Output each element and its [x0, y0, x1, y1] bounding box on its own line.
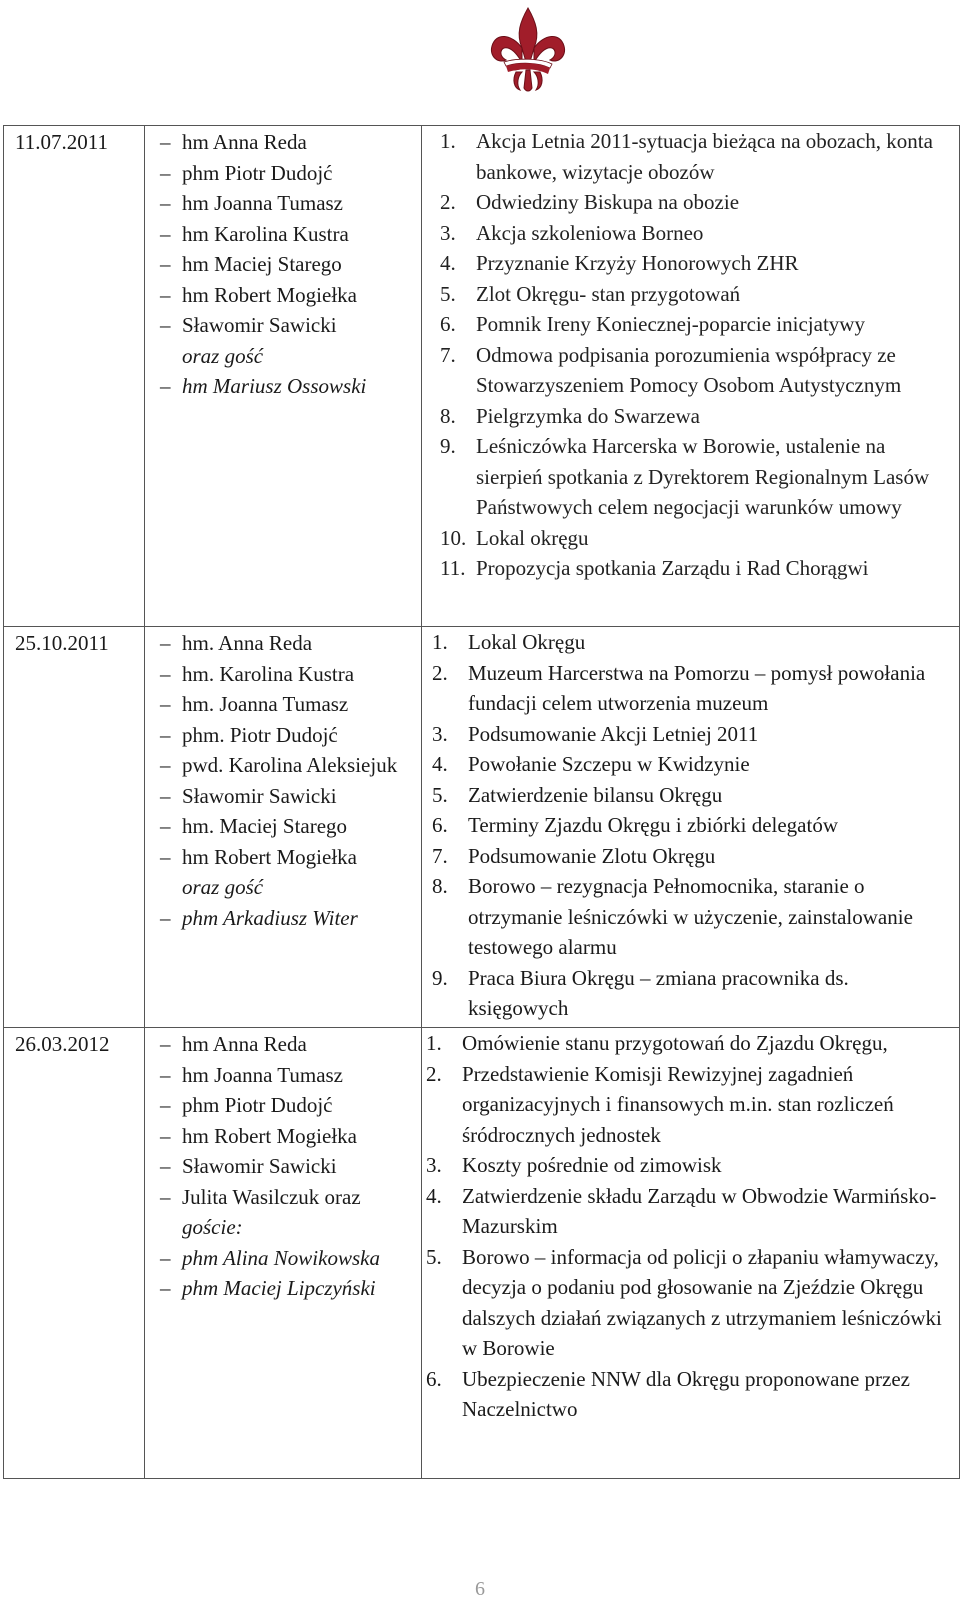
- agenda-item: [422, 187, 953, 218]
- attendee-item: – hm Karolina Kustra: [157, 219, 421, 250]
- agenda-item-number: 2.: [440, 190, 456, 214]
- agenda-item: [422, 309, 953, 340]
- attendee-item: – phm Maciej Lipczyński: [157, 1273, 421, 1304]
- attendee-item: – Julita Wasilczuk oraz: [157, 1182, 421, 1213]
- scout-lily-logo: [486, 4, 570, 100]
- agenda-item-text: Praca Biura Okręgu – zmiana pracownika ds. księgowych: [468, 965, 849, 1020]
- attendee-item: – hm. Joanna Tumasz: [157, 689, 421, 720]
- attendee-item: – hm. Anna Reda: [157, 628, 421, 659]
- agenda-cell: [422, 1028, 960, 1479]
- agenda-item-number: 9.: [440, 434, 456, 458]
- table-row: [4, 1028, 960, 1479]
- agenda-item-number: 11.: [440, 556, 466, 580]
- attendee-item: – phm Piotr Dudojć: [157, 158, 421, 189]
- agenda-item: [422, 1181, 953, 1242]
- page-number: 6: [475, 1578, 485, 1600]
- agenda-item-text: Zatwierdzenie bilansu Okręgu: [468, 782, 723, 807]
- agenda-item-text: Omówienie stanu przygotowań do Zjazdu Okręgu,: [462, 1031, 888, 1055]
- attendee-item: – pwd. Karolina Aleksiejuk: [157, 750, 421, 781]
- agenda-item-number: 7.: [440, 342, 456, 367]
- attendee-item: goście:: [182, 1215, 243, 1239]
- agenda-item: [422, 627, 953, 658]
- agenda-cell: [422, 627, 960, 1028]
- agenda-item-number: 5.: [426, 1244, 442, 1269]
- agenda-item-text: Przyznanie Krzyży Honorowych ZHR: [476, 251, 799, 275]
- agenda-item: [422, 523, 953, 554]
- agenda-item-text: Koszty pośrednie od zimowisk: [462, 1153, 722, 1177]
- agenda-item-number: 4.: [432, 752, 448, 776]
- agenda-item-text: Podsumowanie Akcji Letniej 2011: [468, 721, 759, 746]
- agenda-item-text: Lokal Okręgu: [468, 630, 586, 654]
- attendee-item: – hm Anna Reda: [157, 127, 421, 158]
- agenda-item: [422, 126, 953, 187]
- agenda-item-number: 1.: [426, 1031, 442, 1055]
- agenda-item-text: Leśniczówka Harcerska w Borowie, ustalenie na sierpień spotkania z Dyrektorem Regionalnym Lasów Państwowych celem negocjacji warunków umowy: [476, 434, 930, 519]
- agenda-item-number: 1.: [440, 129, 456, 153]
- agenda-item-text: Podsumowanie Zlotu Okręgu: [468, 843, 716, 868]
- agenda-item-text: Pielgrzymka do Swarzewa: [476, 403, 700, 428]
- meetings-table: [3, 125, 960, 1479]
- agenda-item-number: 2.: [426, 1061, 442, 1086]
- agenda-item-number: 8.: [440, 403, 456, 428]
- agenda-item: [422, 401, 953, 432]
- attendee-item: – phm Alina Nowikowska: [157, 1243, 421, 1274]
- agenda-item: [422, 340, 953, 401]
- agenda-item-number: 8.: [432, 874, 448, 898]
- agenda-item-text: Terminy Zjazdu Okręgu i zbiórki delegatów: [468, 813, 838, 837]
- agenda-item-text: Przedstawienie Komisji Rewizyjnej zagadnień organizacyjnych i finansowych m.in. stan rozliczeń śródrocznych jednostek: [462, 1061, 894, 1147]
- agenda-cell: [422, 126, 960, 627]
- agenda-item-number: 6.: [426, 1366, 442, 1391]
- agenda-item-number: 5.: [432, 782, 448, 807]
- agenda-item: [422, 749, 953, 780]
- agenda-item-number: 6.: [432, 813, 448, 837]
- table-row: [4, 627, 960, 1028]
- attendee-item: – Sławomir Sawicki: [157, 1151, 421, 1182]
- attendee-item: – hm Robert Mogiełka: [157, 842, 421, 873]
- meeting-date: 25.10.2011: [4, 627, 145, 1028]
- agenda-item-number: 7.: [432, 843, 448, 868]
- agenda-item: [422, 279, 953, 310]
- agenda-item-text: Propozycja spotkania Zarządu i Rad Chorągwi: [476, 556, 869, 580]
- attendee-item: – hm Anna Reda: [157, 1029, 421, 1060]
- agenda-item: [422, 1028, 953, 1059]
- attendee-item: – Sławomir Sawicki: [157, 310, 421, 341]
- attendee-item: – phm Piotr Dudojć: [157, 1090, 421, 1121]
- agenda-item: [422, 780, 953, 811]
- attendee-item: – hm Mariusz Ossowski: [157, 371, 421, 402]
- attendee-item: – hm Joanna Tumasz: [157, 188, 421, 219]
- agenda-item: [422, 841, 953, 872]
- agenda-item: [422, 248, 953, 279]
- attendee-item: – hm. Karolina Kustra: [157, 659, 421, 690]
- agenda-item-text: Borowo – rezygnacja Pełnomocnika, staranie o otrzymanie leśniczówki w użyczenie, zainstalowanie testowego alarmu: [468, 874, 913, 959]
- agenda-item-text: Borowo – informacja od policji o złapaniu włamywaczy, decyzja o podaniu pod głosowanie na Zjeździe Okręgu dalszych działań związanych z utrzymaniem leśniczówki w Borowie: [462, 1244, 942, 1360]
- agenda-item-text: Powołanie Szczepu w Kwidzynie: [468, 752, 750, 776]
- attendee-item: oraz gość: [182, 875, 264, 899]
- agenda-item-text: Zatwierdzenie składu Zarządu w Obwodzie Warmińsko-Mazurskim: [462, 1183, 937, 1238]
- attendees-cell: [145, 627, 422, 1028]
- attendee-item: oraz gość: [182, 343, 264, 368]
- agenda-item-text: Pomnik Ireny Koniecznej-poparcie inicjatywy: [476, 312, 865, 336]
- meeting-date: 11.07.2011: [4, 126, 145, 627]
- agenda-item: [422, 1242, 953, 1364]
- agenda-item-text: Ubezpieczenie NNW dla Okręgu proponowane przez Naczelnictwo: [462, 1366, 910, 1421]
- agenda-item: [422, 1059, 953, 1151]
- attendee-item: – hm Maciej Starego: [157, 249, 421, 280]
- table-row: [4, 126, 960, 627]
- agenda-item: [422, 658, 953, 719]
- agenda-item-text: Zlot Okręgu- stan przygotowań: [476, 281, 741, 306]
- agenda-item-number: 5.: [440, 281, 456, 306]
- agenda-item-text: Muzeum Harcerstwa na Pomorzu – pomysł powołania fundacji celem utworzenia muzeum: [468, 660, 926, 715]
- attendee-item: – phm. Piotr Dudojć: [157, 720, 421, 751]
- attendees-cell: [145, 1028, 422, 1479]
- agenda-item-text: Odmowa podpisania porozumienia współpracy ze Stowarzyszeniem Pomocy Osobom Autystycznym: [476, 342, 902, 397]
- agenda-item: [422, 1150, 953, 1181]
- agenda-item-text: Odwiedziny Biskupa na obozie: [476, 190, 740, 214]
- agenda-item: [422, 553, 953, 584]
- agenda-item-number: 1.: [432, 630, 448, 654]
- agenda-item-number: 9.: [432, 965, 448, 990]
- agenda-item-number: 3.: [426, 1153, 442, 1177]
- agenda-item: [422, 431, 953, 523]
- agenda-item-number: 4.: [440, 251, 456, 275]
- agenda-item-text: Lokal okręgu: [476, 525, 589, 550]
- agenda-item: [422, 810, 953, 841]
- agenda-item: [422, 1364, 953, 1425]
- attendee-item: – hm Robert Mogiełka: [157, 1121, 421, 1152]
- agenda-item: [422, 218, 953, 249]
- attendee-item: – hm Joanna Tumasz: [157, 1060, 421, 1091]
- agenda-item-number: 6.: [440, 312, 456, 336]
- agenda-item: [422, 963, 953, 1024]
- agenda-item-number: 4.: [426, 1183, 442, 1208]
- agenda-item: [422, 719, 953, 750]
- agenda-item-number: 2.: [432, 660, 448, 685]
- agenda-item-number: 10.: [440, 525, 467, 550]
- agenda-item-text: Akcja Letnia 2011-sytuacja bieżąca na obozach, konta bankowe, wizytacje obozów: [476, 129, 933, 184]
- agenda-item-number: 3.: [432, 721, 448, 746]
- attendee-item: – phm Arkadiusz Witer: [157, 903, 421, 934]
- attendee-item: – hm Robert Mogiełka: [157, 280, 421, 311]
- agenda-item: [422, 871, 953, 963]
- attendees-cell: [145, 126, 422, 627]
- attendee-item: – Sławomir Sawicki: [157, 781, 421, 812]
- agenda-item-text: Akcja szkoleniowa Borneo: [476, 220, 704, 245]
- attendee-item: – hm. Maciej Starego: [157, 811, 421, 842]
- agenda-item-number: 3.: [440, 220, 456, 245]
- meeting-date: 26.03.2012: [4, 1028, 145, 1479]
